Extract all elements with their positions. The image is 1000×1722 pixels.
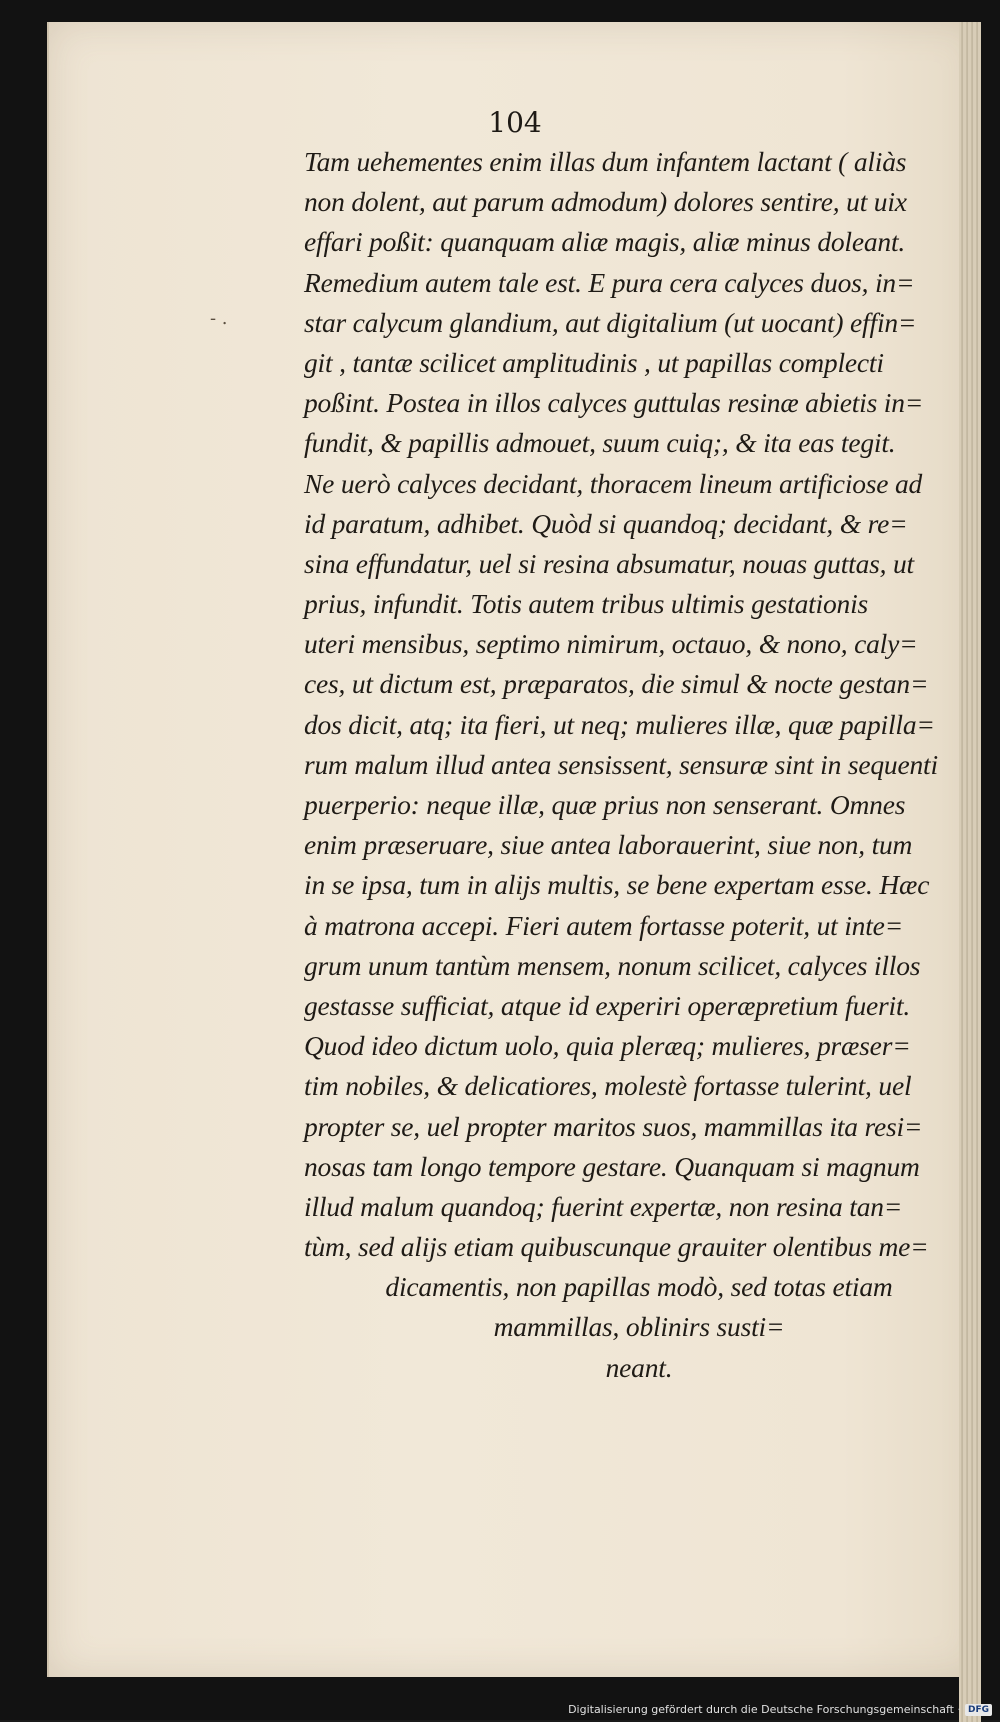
- text-line: star calycum glandium, aut digitalium (ut uocant) effin=: [304, 306, 917, 338]
- text-line: ces, ut dictum est, præparatos, die simul & nocte gestan=: [304, 668, 929, 700]
- text-line: illud malum quandoq; fuerint expertæ, non resina tan=: [304, 1190, 903, 1222]
- text-line: fundit, & papillis admouet, suum cuiq;, & ita eas tegit.: [304, 427, 896, 459]
- text-line: poßint. Postea in illos calyces guttulas resinæ abietis in=: [304, 387, 924, 419]
- text-line: mammillas, oblinirs susti=: [493, 1311, 785, 1343]
- text-line: uteri mensibus, septimo nimirum, octauo, & nono, caly=: [304, 628, 918, 660]
- text-line: gestasse sufficiat, atque id experiri operæpretium fuerit.: [304, 989, 911, 1021]
- text-line: grum unum tantùm mensem, nonum scilicet, calyces illos: [304, 949, 921, 981]
- text-line: propter se, uel propter maritos suos, mammillas ita resi=: [304, 1110, 923, 1142]
- text-line: tùm, sed alijs etiam quibuscunque grauiter olentibus me=: [304, 1231, 929, 1263]
- text-line: sina effundatur, uel si resina absumatur, nouas guttas, ut: [304, 547, 914, 579]
- text-line: dicamentis, non papillas modò, sed totas etiam: [385, 1271, 893, 1303]
- text-line: Ne uerò calyces decidant, thoracem lineum artificiose ad: [304, 467, 923, 499]
- text-line: puerperio: neque illæ, quæ prius non senserant. Omnes: [304, 789, 906, 820]
- text-line: dos dicit, atq; ita fieri, ut neq; mulieres illæ, quæ papilla=: [304, 708, 935, 740]
- text-line: à matrona accepi. Fieri autem fortasse poterit, ut inte=: [304, 909, 904, 941]
- text-line: rum malum illud antea sensissent, sensuræ sint in sequenti: [304, 748, 938, 780]
- text-line: in se ipsa, tum in alijs multis, se bene expertam esse. Hæc: [304, 869, 930, 901]
- page-text: [304, 142, 974, 1388]
- text-line: id paratum, adhibet. Quòd si quandoq; decidant, & re=: [304, 507, 908, 539]
- text-line: effari poßit: quanquam aliæ magis, aliæ minus doleant.: [304, 226, 906, 258]
- text-line: nosas tam longo tempore gestare. Quanquam si magnum: [304, 1150, 920, 1182]
- margin-mark: - .: [210, 308, 228, 329]
- dfg-logo: DFG: [965, 1704, 992, 1716]
- text-line: prius, infundit. Totis autem tribus ultimis gestationis: [304, 588, 869, 620]
- text-line: non dolent, aut parum admodum) dolores sentire, ut uix: [304, 186, 907, 218]
- text-line: git , tantæ scilicet amplitudinis , ut papillas complecti: [304, 346, 884, 378]
- text-line: neant.: [605, 1351, 673, 1383]
- credit-text: Digitalisierung gefördert durch die Deutsche Forschungsgemeinschaft ·: [568, 1703, 961, 1716]
- text-line: Quod ideo dictum uolo, quia pleræq; mulieres, præser=: [304, 1030, 911, 1062]
- text-line: Remedium autem tale est. E pura cera calyces duos, in=: [304, 266, 915, 298]
- text-line: tim nobiles, & delicatiores, molestè fortasse tulerint, uel: [304, 1070, 912, 1102]
- book-page: [47, 22, 981, 1677]
- text-line: Tam uehementes enim illas dum infantem lactant ( aliàs: [304, 146, 907, 177]
- page-number: 104: [488, 106, 542, 139]
- digitization-credit: [568, 1703, 992, 1716]
- text-line: enim præseruare, siue antea laborauerint, siue non, tum: [304, 829, 913, 861]
